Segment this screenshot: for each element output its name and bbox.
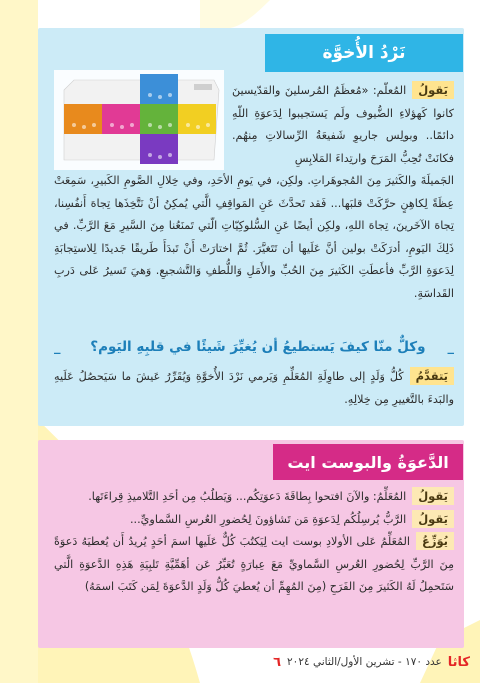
speaker-label: يُوَزِّعُ <box>416 532 454 550</box>
dash-marker: _ <box>54 339 61 355</box>
step-text: المُعَلِّمُ: والآنَ افتحوا بِطاقَةَ دَعوَتِكُم... وَيَطلُبُ مِن أحَدِ التَّلاميذِ قِراءَتَها. <box>88 490 407 503</box>
issue-info: عدد ١٧٠ - تشرين الأول/الثاني ٢٠٢٤ <box>287 656 442 668</box>
section-title: الدَّعوَةُ والبوست ايت <box>273 444 463 480</box>
speaker-label: يَقولُ <box>412 510 454 528</box>
question-text: وكلٌّ منّا كيفَ يَستطيعُ أن يُغيِّرَ شَيئًا في قلبِهِ اليَوم؟ <box>90 339 426 355</box>
paragraph-text: كُلُّ وَلَدٍ إلى طاوِلَةِ المُعَلِّمِ وَيَرمي نَرْدَ الأُخوَّةِ وَيُقَرِّرُ عَيشَ ما سَيَحصُلُ عَلَيهِ والبَدءَ بالتَّغييرِ مِن خِلالِهِ. <box>54 370 454 406</box>
paragraph-text: المُعلّم: «مُعظَمُ المُرسلينَ والقدّيسينَ كانوا كَهؤلاءِ الضُّيوف ولَم يَستجيبوا لِدَعوَةِ اللّهِ دائمًا.. وبولِس جاريوِ شَفيعَةُ الرِّسالاتِ مِنهُم. فكانَتْ تُحِبُّ المَرَحَ وارتِداءَ المَلابِسِ <box>232 84 454 165</box>
step-row <box>54 531 454 599</box>
paragraph-activity <box>54 366 454 411</box>
step-text: الرَّبُّ يُرسِلُكُم لِدَعوَةِ مَن تَشاؤونَ لِحُضورِ العُرسِ السَّماويِّ... <box>130 512 407 526</box>
section-title: نَرْدُ الأُخوَّة <box>265 34 463 72</box>
dice-net-illustration <box>54 70 224 170</box>
step-text: المُعَلِّمُ عَلى الأولادِ بوست ايت لِيَكتُبَ كُلٌّ عَلَيها اسمَ أحَدٍ يُريدُ أَن يُعطيَهُ دَعوَةً مِنَ الرَّبِّ لِحُضورِ العُرسِ السَّماويِّ مَعَ عِبارَةٍ تُعَبِّرُ عَن أهَمِّيَّةِ تَلبِيَةِ هَذِهِ الدَّعوَةِ الَّتي سَتَحمِلُ لَهُ الكَثيرَ مِنَ الفَرَحِ (مِنَ المُهِمِّ أن يُعطيَ كُلُّ وَلَدٍ الدَّعوَةَ لِمَن كَتَبَ اسمَهُ) <box>54 535 454 594</box>
magazine-logo: كاثا <box>447 654 470 670</box>
step-row <box>54 509 454 532</box>
key-question <box>54 334 454 360</box>
page-footer <box>245 652 470 672</box>
speaker-label: يَتقدَّمُ <box>410 367 454 385</box>
paragraph-story: الجَميلَةَ والكَثيرَ مِنَ المُجوهَراتِ. ولكِن، في يَومِ الأحَدِ، وفي خِلالِ الصَّومِ الكَبيرِ، سَمِعَتْ عِظَةً لِكاهِنٍ حرَّكَتْ قلبَها... فَقد تَحدَّثَ عَنِ المَواقِفِ الَّتي يُمكِنُ أنْ نَتَّخِذَها تِجاهَ أَنفُسِنا، تِجاهَ الآخَرينَ، تِجاهَ اللهِ، ولكِن أيضًا عَنِ السُّلوكِيّاتِ الّتي تَمنَعُنا مِنَ السَّيرِ مَعَ الرَّبِّ. في ذَلِكَ اليَومِ، أدرَكَتْ بولين أنَّ عَلَيها أن تَتَغيَّرَ. ثُمَّ اختارَتْ أَنْ تَبدَأَ طَريقًا جَديدًا لِلاستِجابَةِ لِدَعوَةِ الرَّبِّ فأعطَتِ الكَثيرَ مِنَ الحُبِّ والأَمَلِ وَاللُّطفِ وَالتَّشجيعِ. وَهيَ تَسيرُ عَلى دَربِ القَداسَةِ. <box>54 174 454 300</box>
invitation-steps <box>54 486 454 599</box>
step-row <box>54 486 454 509</box>
speaker-label: يَقولُ <box>412 487 454 505</box>
dash-marker: _ <box>447 339 454 355</box>
speaker-label: يَقولُ <box>412 81 454 99</box>
paragraph-intro <box>232 80 454 170</box>
page-number: ٦ <box>273 654 282 670</box>
